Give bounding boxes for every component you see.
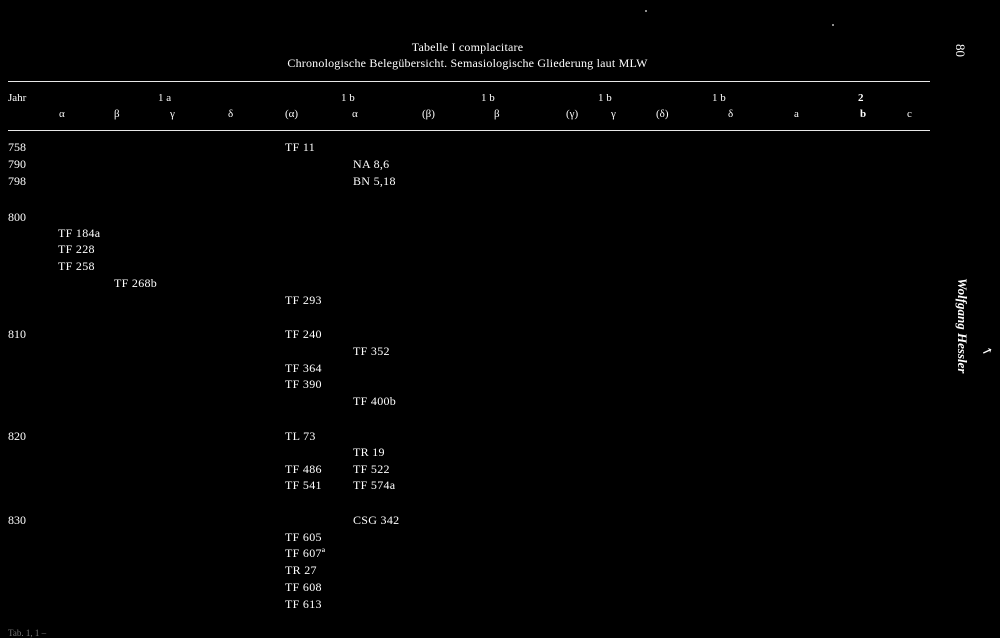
header-sub: (δ)	[656, 108, 669, 120]
table-entry: TF 258	[58, 259, 95, 273]
header-sub: (β)	[422, 108, 435, 120]
header-sub: β	[494, 108, 500, 120]
header-sub: (γ)	[566, 108, 579, 120]
table-entry: TF 352	[353, 344, 390, 358]
footer-fragment: Tab. 1, 1 –	[8, 628, 47, 638]
header-sub: γ	[611, 108, 616, 120]
top-rule	[8, 81, 930, 82]
table-entry: TF 605	[285, 530, 322, 544]
year-label: 800	[8, 210, 26, 224]
table-entry: TF 240	[285, 327, 322, 341]
header-group: 2	[858, 92, 864, 104]
table-entry: TF 268b	[114, 276, 158, 290]
header-sub: α	[59, 108, 65, 120]
table-subtitle: Chronologische Belegübersicht. Semasiologische Gliederung laut MLW	[287, 56, 648, 70]
running-head-author: Wolfgang Hessler	[955, 278, 970, 374]
header-sub: b	[860, 108, 867, 120]
header-sub: (α)	[285, 108, 299, 120]
table-entry: TF 522	[353, 462, 390, 476]
table-entry: TF 541	[285, 478, 322, 492]
table-entry: TF 364	[285, 361, 322, 375]
table-entry: TF 486	[285, 462, 322, 476]
year-label: 790	[8, 157, 26, 171]
header-group: 1 b	[712, 92, 726, 104]
table-entry: TF 607ª	[285, 546, 326, 560]
header-sub: δ	[728, 108, 734, 120]
table-title: Tabelle I complacitare	[411, 40, 524, 54]
table-entry: TF 11	[285, 140, 316, 154]
page-number: 80	[953, 44, 968, 57]
header-group: 1 b	[341, 92, 355, 104]
header-jahr: Jahr	[8, 92, 27, 104]
header-sub: δ	[228, 108, 234, 120]
header-sub: c	[907, 108, 912, 120]
header-group: 1 b	[481, 92, 495, 104]
header-sub: γ	[170, 108, 175, 120]
table-entry: BN 5,18	[353, 174, 396, 188]
header-sub: α	[352, 108, 358, 120]
table-entry: TL 73	[285, 429, 316, 443]
table-entry: TF 293	[285, 293, 322, 307]
table-entry: TF 400b	[353, 394, 397, 408]
table-entry: TF 228	[58, 242, 95, 256]
table-entry: CSG 342	[353, 513, 400, 527]
year-label: 830	[8, 513, 26, 527]
table-entry: TF 574a	[353, 478, 396, 492]
table-entry: TF 613	[285, 597, 322, 611]
header-sub: a	[794, 108, 799, 120]
header-group: 1 b	[598, 92, 612, 104]
table-entry: TF 390	[285, 377, 322, 391]
speck	[645, 10, 647, 12]
margin-mark: ↗	[980, 342, 995, 360]
header-sub: β	[114, 108, 120, 120]
speck	[832, 24, 834, 26]
year-label: 798	[8, 174, 26, 188]
table-entry: TR 19	[353, 445, 385, 459]
table-entry: NA 8,6	[353, 157, 390, 171]
year-label: 820	[8, 429, 26, 443]
table-entry: TF 184a	[58, 226, 101, 240]
header-rule	[8, 130, 930, 131]
year-label: 758	[8, 140, 26, 154]
header-group: 1 a	[158, 92, 172, 104]
year-label: 810	[8, 327, 26, 341]
table-entry: TF 608	[285, 580, 322, 594]
table-entry: TR 27	[285, 563, 317, 577]
